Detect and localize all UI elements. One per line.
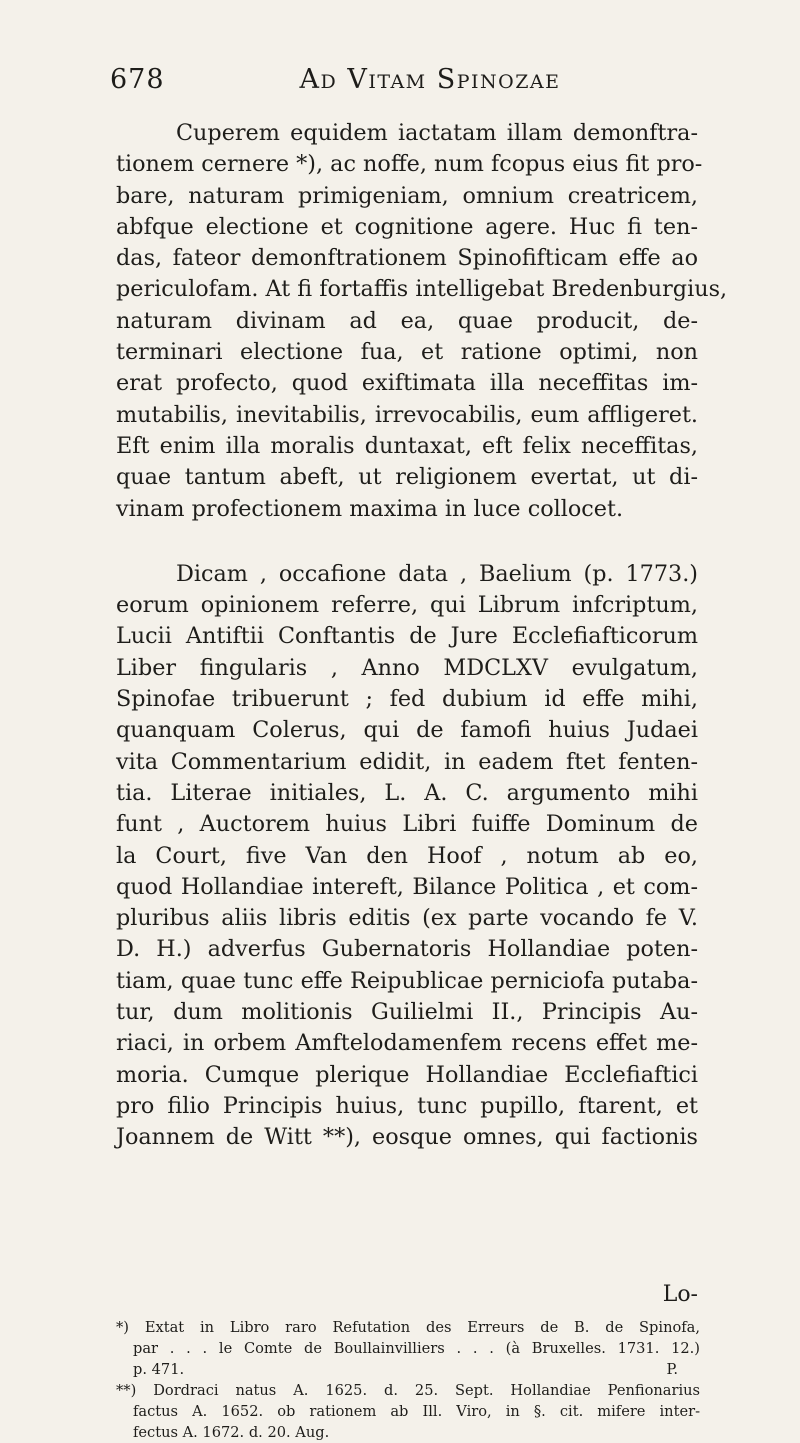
text-line: vinam profectionem maxima in luce collocet.	[116, 495, 624, 522]
text-line: naturam divinam ad ea, quae producit, de-	[116, 307, 698, 334]
text-line: Spinofae tribuerunt ; fed dubium id effe mihi,	[116, 686, 698, 713]
footnote-signature: P.	[666, 1361, 678, 1378]
paragraph	[116, 559, 698, 1154]
footnotes	[116, 1317, 700, 1443]
running-title: Ad Vitam Spinozae	[299, 64, 561, 95]
paragraph-gap	[116, 525, 698, 559]
text-line: Joannem de Witt **), eosque omnes, qui factionis	[116, 1124, 698, 1151]
footnote-line: *) Extat in Libro raro Refutation des Erreurs de B. de Spinofa,	[116, 1319, 700, 1336]
text-line: Lucii Antiftii Conftantis de Jure Ecclefiafticorum	[116, 623, 698, 650]
text-line: pro filio Principis huius, tunc pupillo, ftarent, et	[116, 1092, 698, 1119]
text-line: quanquam Colerus, qui de famofi huius Judaei	[116, 717, 698, 744]
footnote-line: factus A. 1652. ob rationem ab Ill. Viro, in §. cit. mifere inter-	[133, 1403, 700, 1420]
text-line: abfque electione et cognitione agere. Huc fi ten-	[116, 213, 698, 240]
text-line: quod Hollandiae intereft, Bilance Politica , et com-	[116, 873, 698, 900]
text-line: Dicam , occafione data , Baelium (p. 1773.)	[176, 560, 698, 587]
text-line: tionem cernere *), ac noffe, num fcopus eius fit pro-	[116, 151, 703, 178]
footnote-line: p. 471.	[133, 1361, 185, 1378]
catchword: Lo-	[662, 1282, 698, 1307]
footnote-line-row	[116, 1359, 700, 1380]
page-header	[110, 64, 710, 104]
text-line: D. H.) adverfus Gubernatoris Hollandiae poten-	[116, 936, 698, 963]
text-line: bare, naturam primigeniam, omnium creatricem,	[116, 182, 698, 209]
text-line: pluribus aliis libris editis (ex parte vocando fe V.	[116, 905, 698, 932]
text-line: Liber fingularis , Anno MDCLXV evulgatum,	[116, 654, 698, 681]
text-line: tiam, quae tunc effe Reipublicae perniciofa putaba-	[116, 967, 698, 994]
main-text	[116, 118, 728, 1154]
footnote-line: par . . . le Comte de Boullainvilliers . . . (à Bruxelles. 1731. 12.)	[133, 1340, 700, 1357]
footnote-line: fectus A. 1672. d. 20. Aug.	[133, 1424, 330, 1441]
text-line: eorum opinionem referre, qui Librum infcriptum,	[116, 592, 698, 619]
text-line: riaci, in orbem Amftelodamenfem recens effet me-	[116, 1030, 698, 1057]
text-line: periculofam. At fi fortaffis intelligebat Bredenburgius,	[116, 276, 728, 303]
text-line: erat profecto, quod exiftimata illa neceffitas im-	[116, 370, 698, 397]
text-line: Eft enim illa moralis duntaxat, eft felix neceffitas,	[116, 432, 698, 459]
footnote-line: **) Dordraci natus A. 1625. d. 25. Sept. Hollandiae Penfionarius	[116, 1382, 700, 1399]
text-line: das, fateor demonftrationem Spinofifticam effe ao	[116, 245, 698, 272]
paragraph	[116, 118, 728, 525]
text-line: tia. Literae initiales, L. A. C. argumento mihi	[116, 779, 698, 806]
page-number: 678	[110, 64, 165, 95]
text-line: tur, dum molitionis Guilielmi II., Principis Au-	[116, 999, 698, 1026]
text-line: funt , Auctorem huius Libri fuiffe Dominum de	[116, 811, 698, 838]
text-line: moria. Cumque plerique Hollandiae Ecclefiaftici	[116, 1061, 698, 1088]
text-line: mutabilis, inevitabilis, irrevocabilis, eum affligeret.	[116, 401, 698, 428]
text-line: vita Commentarium edidit, in eadem ftet fenten-	[116, 748, 698, 775]
text-line: Cuperem equidem iactatam illam demonftra-	[176, 120, 698, 146]
text-line: la Court, five Van den Hoof , notum ab eo,	[116, 842, 698, 869]
text-line: quae tantum abeft, ut religionem evertat, ut di-	[116, 464, 698, 491]
text-line: terminari electione fua, et ratione optimi, non	[116, 339, 698, 366]
